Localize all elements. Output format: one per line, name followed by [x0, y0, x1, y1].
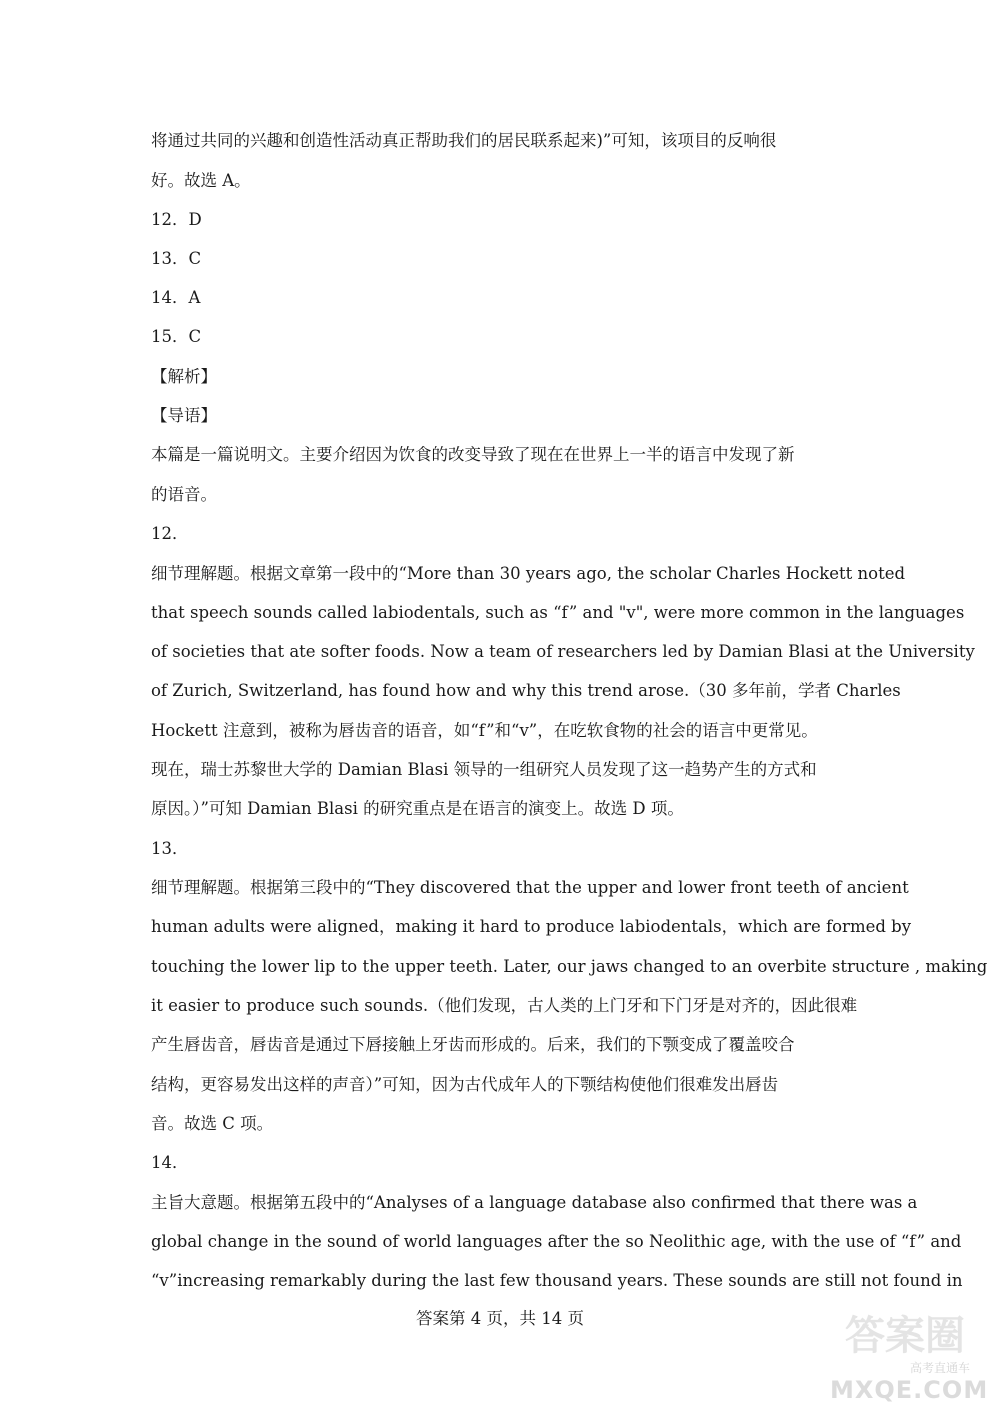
- text-line: 结构，更容易发出这样的声音）”可知，因为古代成年人的下颚结构使他们很难发出唇齿: [151, 1075, 779, 1094]
- text-line: 音。故选 C 项。: [151, 1114, 274, 1133]
- answer-12: 12．D: [151, 210, 202, 229]
- watermark-site: MXQE.COM: [830, 1376, 989, 1404]
- text-line: of Zurich, Switzerland, has found how and why this trend arose.（30 多年前，学者 Charles: [151, 681, 901, 700]
- watermark-logo: [830, 1304, 989, 1404]
- text-line: 本篇是一篇说明文。主要介绍因为饮食的改变导致了现在在世界上一半的语言中发现了新: [151, 445, 795, 464]
- text-line: 现在，瑞士苏黎世大学的 Damian Blasi 领导的一组研究人员发现了这一趋势产生的方式和: [151, 760, 817, 779]
- text-line: “v”increasing remarkably during the last few thousand years. These sounds are still not found in: [151, 1271, 963, 1290]
- answer-14: 14．A: [151, 288, 201, 307]
- text-line: 产生唇齿音，唇齿音是通过下唇接触上牙齿而形成的。后来，我们的下颚变成了覆盖咬合: [151, 1035, 795, 1054]
- question-number: 12．: [151, 524, 189, 543]
- section-heading-intro: 【导语】: [151, 406, 217, 425]
- text-line: 主旨大意题。根据第五段中的“Analyses of a language database also confirmed that there was a: [151, 1193, 918, 1212]
- answer-13: 13．C: [151, 249, 202, 268]
- answer-15: 15．C: [151, 327, 202, 346]
- watermark-subtitle: 高考直通车: [909, 1361, 970, 1375]
- text-line: touching the lower lip to the upper teeth. Later, our jaws changed to an overbite structure , making: [151, 957, 988, 976]
- watermark-logo-text: 答案圈: [845, 1313, 965, 1359]
- page-footer: 答案第 4 页，共 14 页: [416, 1309, 584, 1328]
- text-line: 原因。）”可知 Damian Blasi 的研究重点是在语言的演变上。故选 D 项。: [151, 799, 684, 818]
- section-heading-analysis: 【解析】: [151, 367, 217, 386]
- text-line: global change in the sound of world languages after the so Neolithic age, with the use of “f” and: [151, 1232, 962, 1251]
- text-line: 的语音。: [151, 485, 217, 504]
- text-line: 细节理解题。根据文章第一段中的“More than 30 years ago, the scholar Charles Hockett noted: [151, 564, 906, 583]
- text-line: it easier to produce such sounds.（他们发现，古人类的上门牙和下门牙是对齐的，因此很难: [151, 996, 858, 1015]
- text-line: of societies that ate softer foods. Now a team of researchers led by Damian Blasi at the University: [151, 642, 975, 661]
- text-line: 细节理解题。根据第三段中的“They discovered that the upper and lower front teeth of ancient: [151, 878, 909, 897]
- text-line: that speech sounds called labiodentals, such as “f” and "v", were more common in the languages: [151, 603, 965, 622]
- question-number: 13．: [151, 839, 189, 858]
- text-line: 将通过共同的兴趣和创造性活动真正帮助我们的居民联系起来)”可知，该项目的反响很: [151, 131, 777, 150]
- text-line: 好。故选 A。: [151, 171, 251, 190]
- text-line: Hockett 注意到，被称为唇齿音的语音，如“f”和“v”，在吃软食物的社会的语言中更常见。: [151, 721, 818, 740]
- question-number: 14．: [151, 1153, 189, 1172]
- text-line: human adults were aligned，making it hard to produce labiodentals，which are formed by: [151, 917, 912, 936]
